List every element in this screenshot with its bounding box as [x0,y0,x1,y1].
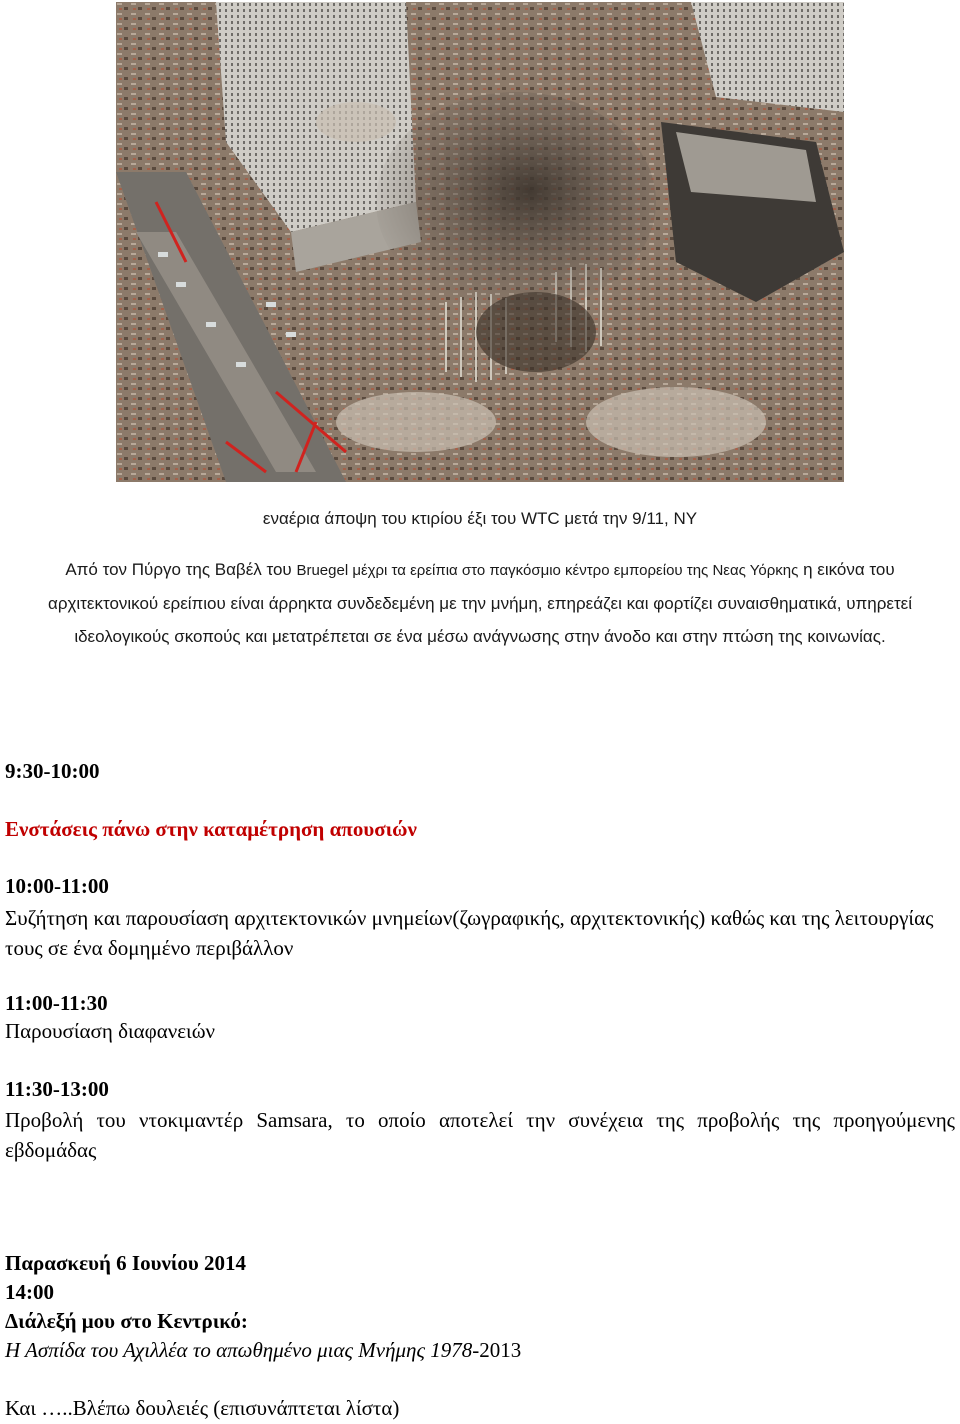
aerial-photo-drawing [116,2,844,482]
intro-text-mixed: Bruegel μέχρι τα ερείπια στο παγκόσμιο κέντρο εμπορείου της Νεας Υόρκης [296,562,799,579]
schedule-time-4: 11:30-13:00 [5,1077,109,1101]
intro-text-start: Από τον Πύργο της Βαβέλ του [65,560,297,579]
intro-paragraph [8,553,952,653]
lecture-heading: Διάλεξή μου στο Κεντρικό: [5,1309,248,1333]
schedule-desc-3: Παρουσίαση διαφανειών [5,1019,216,1043]
lecture-title [5,1338,521,1363]
friday-date: Παρασκευή 6 Ιουνίου 2014 [5,1251,247,1275]
lecture-title-year: 2013 [479,1338,522,1362]
schedule-desc-4: Προβολή του ντοκιμαντέρ Samsara, το οποίο αποτελεί την συνέχεια της προβολής της προηγούμενης εβδομάδας [5,1108,955,1162]
schedule-time-1: 9:30-10:00 [5,759,100,783]
schedule-time-3: 11:00-11:30 [5,991,108,1015]
schedule-heading-absences: Ενστάσεις πάνω στην καταμέτρηση απουσιών [5,817,417,841]
lecture-title-italic: Η Ασπίδα του Αχιλλέα το απωθημένο μιας Μνήμης 1978- [5,1338,480,1362]
photo-caption: εναέρια άποψη του κτιρίου έξι του WTC μετά την 9/11, NY [262,509,698,528]
aerial-photo [116,2,844,482]
intro-text-end: η εικόνα του αρχιτεκτονικού ερείπιου είναι άρρηκτα συνδεδεμένη με την μνήμη, επηρεάζει και φορτίζει συναισθηματικά, υπηρετεί ιδεολογικούς σκοπούς και μετατρέπεται σε ένα μέσω ανάγνωσης στην άνοδο και στην πτώση της κοινωνίας. [47,560,913,646]
closing-line: Και …..Βλέπω δουλειές (επισυνάπτεται λίστα) [5,1396,400,1420]
schedule-time-2: 10:00-11:00 [5,874,109,898]
schedule-desc-2: Συζήτηση και παρουσίαση αρχιτεκτονικών μνημείων(ζωγραφικής, αρχιτεκτονικής) καθώς και της λειτουργίας τους σε ένα δομημένο περιβάλλον [5,906,934,960]
friday-time: 14:00 [5,1280,54,1304]
